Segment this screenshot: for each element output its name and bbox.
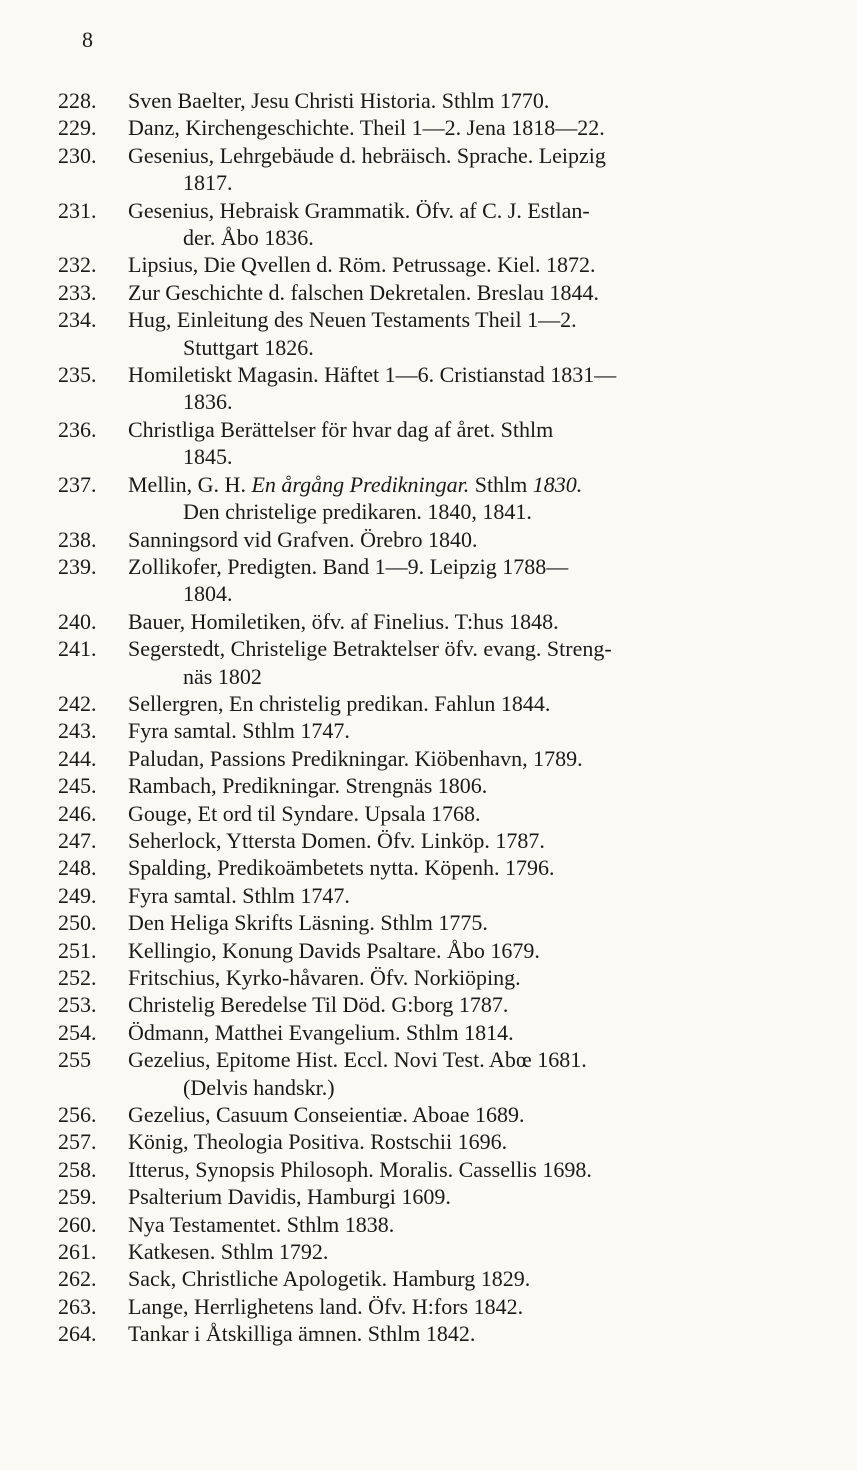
entry-text <box>128 964 798 991</box>
catalog-entry <box>58 772 798 799</box>
italic-title: 1830. <box>532 471 583 497</box>
entry-number: 243. <box>58 718 97 744</box>
entry-line: Rambach, Predikningar. Strengnäs 1806. <box>128 773 488 799</box>
catalog-entry <box>58 87 798 114</box>
catalog-entry <box>58 526 798 553</box>
entry-number: 241. <box>58 636 97 662</box>
entry-number: 257. <box>58 1129 97 1155</box>
entry-text <box>128 1211 798 1238</box>
catalog-entry <box>58 937 798 964</box>
catalog-entry <box>58 1128 798 1155</box>
entry-text <box>128 142 798 197</box>
entry-number: 236. <box>58 416 97 442</box>
entry-continuation-line: der. Åbo 1836. <box>183 225 314 251</box>
catalog-entry <box>58 608 798 635</box>
entry-number: 232. <box>58 252 97 278</box>
entry-number: 252. <box>58 965 97 990</box>
entry-number: 240. <box>58 608 97 634</box>
entry-text <box>128 1183 798 1210</box>
catalog-entry <box>58 909 798 936</box>
entry-continuation-line: Den christelige predikaren. 1840, 1841. <box>183 499 532 525</box>
italic-title: En årgång Predikningar. <box>251 471 470 497</box>
entry-number: 229. <box>58 115 97 141</box>
entry-line: Segerstedt, Christelige Betraktelser öfv. evang. Streng- <box>128 636 612 662</box>
entry-line: Gouge, Et ord til Syndare. Upsala 1768. <box>128 800 481 826</box>
entry-line: Danz, Kirchengeschichte. Theil 1—2. Jena 1818—22. <box>128 115 605 141</box>
entry-text <box>128 991 798 1018</box>
entry-line: Sanningsord vid Grafven. Örebro 1840. <box>128 526 478 552</box>
catalog-entry <box>58 251 798 278</box>
entry-number: 260. <box>58 1211 97 1237</box>
entry-text <box>128 1265 798 1292</box>
entry-number: 242. <box>58 690 97 716</box>
catalog-entry <box>58 745 798 772</box>
entry-number: 263. <box>58 1293 97 1319</box>
catalog-entry <box>58 142 798 197</box>
entry-number: 255 <box>58 1047 91 1073</box>
catalog-entry <box>58 827 798 854</box>
entry-text <box>128 306 798 361</box>
entry-text <box>128 87 798 114</box>
catalog-entry <box>58 1211 798 1238</box>
entry-number: 230. <box>58 142 97 168</box>
entry-text <box>128 717 798 744</box>
catalog-entry <box>58 1019 798 1046</box>
entry-number: 228. <box>58 88 97 113</box>
catalog-entry <box>58 1046 798 1101</box>
entry-number: 245. <box>58 773 97 799</box>
entry-continuation-line: näs 1802 <box>183 663 262 689</box>
entry-text <box>128 1156 798 1183</box>
entry-continuation-line: 1804. <box>183 581 233 607</box>
catalog-entry <box>58 854 798 881</box>
entry-text <box>128 690 798 717</box>
entry-line: Sellergren, En christelig predikan. Fahlun 1844. <box>128 690 551 716</box>
entry-text <box>128 197 798 252</box>
entry-line: Fyra samtal. Sthlm 1747. <box>128 882 350 908</box>
catalog-entry <box>58 361 798 416</box>
entry-line: Katkesen. Sthlm 1792. <box>128 1239 329 1265</box>
entry-line: Lipsius, Die Qvellen d. Röm. Petrussage. Kiel. 1872. <box>128 252 596 278</box>
entry-line: Christliga Berättelser för hvar dag af året. Sthlm <box>128 416 554 442</box>
entry-number: 246. <box>58 800 97 826</box>
entry-number: 244. <box>58 745 97 771</box>
entry-line: Gezelius, Epitome Hist. Eccl. Novi Test. Abœ 1681. <box>128 1047 587 1073</box>
entry-line: Kellingio, Konung Davids Psaltare. Åbo 1679. <box>128 937 540 963</box>
entry-line: Spalding, Predikoämbetets nytta. Köpenh. 1796. <box>128 855 555 881</box>
catalog-entry <box>58 1156 798 1183</box>
entry-line: Christelig Beredelse Til Död. G:borg 1787. <box>128 992 509 1018</box>
entry-number: 235. <box>58 362 97 388</box>
entry-continuation-line: Stuttgart 1826. <box>183 334 314 360</box>
entry-text <box>128 114 798 141</box>
entry-line: Gesenius, Lehrgebäude d. hebräisch. Sprache. Leipzig <box>128 142 606 168</box>
entry-line: Seherlock, Yttersta Domen. Öfv. Linköp. 1787. <box>128 827 545 853</box>
entry-line: König, Theologia Positiva. Rostschii 1696. <box>128 1129 508 1155</box>
entry-number: 237. <box>58 471 97 497</box>
entry-line: Nya Testamentet. Sthlm 1838. <box>128 1211 395 1237</box>
entry-text <box>128 251 798 278</box>
entry-line: Ödmann, Matthei Evangelium. Sthlm 1814. <box>128 1019 514 1045</box>
entry-line: Sack, Christliche Apologetik. Hamburg 1829. <box>128 1266 531 1292</box>
entry-text <box>128 279 798 306</box>
entry-text <box>128 937 798 964</box>
entry-text <box>128 1019 798 1046</box>
entry-number: 254. <box>58 1019 97 1045</box>
entry-number: 249. <box>58 882 97 908</box>
catalog-entry <box>58 1238 798 1265</box>
entry-line: Zur Geschichte d. falschen Dekretalen. Breslau 1844. <box>128 279 599 305</box>
entry-number: 234. <box>58 307 97 333</box>
entry-number: 251. <box>58 937 97 963</box>
page-number: 8 <box>82 27 93 52</box>
entry-continuation-line: 1817. <box>183 170 233 196</box>
entry-text <box>128 1320 798 1347</box>
entry-line: Den Heliga Skrifts Läsning. Sthlm 1775. <box>128 910 488 936</box>
catalog-entry <box>58 306 798 361</box>
entry-line: Gesenius, Hebraisk Grammatik. Öfv. af C. J. Estlan- <box>128 197 590 223</box>
catalog-entry <box>58 1293 798 1320</box>
entry-line: Fyra samtal. Sthlm 1747. <box>128 718 350 744</box>
entry-number: 238. <box>58 526 97 552</box>
entry-number: 262. <box>58 1266 97 1292</box>
entry-text <box>128 745 798 772</box>
entry-number: 250. <box>58 910 97 936</box>
entry-text <box>128 827 798 854</box>
entry-line: Sven Baelter, Jesu Christi Historia. Sthlm 1770. <box>128 88 550 113</box>
entry-text <box>128 882 798 909</box>
entry-line: Fritschius, Kyrko-håvaren. Öfv. Norkiöping. <box>128 965 521 990</box>
entry-line: Tankar i Åtskilliga ämnen. Sthlm 1842. <box>128 1321 476 1347</box>
catalog-entry <box>58 279 798 306</box>
entry-number: 253. <box>58 992 97 1018</box>
entry-text <box>128 471 798 526</box>
entry-number: 261. <box>58 1239 97 1265</box>
catalog-entry <box>58 1320 798 1347</box>
entry-text <box>128 361 798 416</box>
entry-text <box>128 909 798 936</box>
catalog-entry <box>58 717 798 744</box>
entry-text <box>128 1046 798 1101</box>
entry-line: Bauer, Homiletiken, öfv. af Finelius. T:hus 1848. <box>128 608 559 634</box>
entry-continuation-line: 1836. <box>183 389 233 415</box>
entry-continuation-line: 1845. <box>183 444 233 470</box>
entry-number: 239. <box>58 553 97 579</box>
entry-text <box>128 1128 798 1155</box>
entry-number: 233. <box>58 279 97 305</box>
catalog-entry <box>58 553 798 608</box>
entry-number: 259. <box>58 1184 97 1210</box>
entry-line: Paludan, Passions Predikningar. Kiöbenhavn, 1789. <box>128 745 583 771</box>
catalog-entry <box>58 1183 798 1210</box>
entry-text <box>128 1293 798 1320</box>
entry-line: Itterus, Synopsis Philosoph. Moralis. Cassellis 1698. <box>128 1156 592 1182</box>
entry-number: 248. <box>58 855 97 881</box>
entry-number: 247. <box>58 827 97 853</box>
entry-text <box>128 1238 798 1265</box>
entry-line: Lange, Herrlighetens land. Öfv. H:fors 1842. <box>128 1293 524 1319</box>
entry-text <box>128 526 798 553</box>
entry-text <box>128 854 798 881</box>
entry-text <box>128 1101 798 1128</box>
catalog-entry <box>58 1265 798 1292</box>
catalog-entry <box>58 114 798 141</box>
entry-text <box>128 635 798 690</box>
catalog-list <box>58 87 798 1348</box>
entry-number: 256. <box>58 1102 97 1128</box>
entry-line: Hug, Einleitung des Neuen Testaments Theil 1—2. <box>128 307 577 333</box>
entry-text <box>128 553 798 608</box>
catalog-entry <box>58 635 798 690</box>
catalog-entry <box>58 471 798 526</box>
catalog-entry <box>58 197 798 252</box>
catalog-entry <box>58 964 798 991</box>
entry-line: Zollikofer, Predigten. Band 1—9. Leipzig 1788— <box>128 553 569 579</box>
catalog-entry <box>58 1101 798 1128</box>
catalog-entry <box>58 690 798 717</box>
entry-line: Gezelius, Casuum Conseientiæ. Aboae 1689. <box>128 1102 525 1128</box>
catalog-entry <box>58 800 798 827</box>
catalog-entry <box>58 991 798 1018</box>
entry-line: Homiletiskt Magasin. Häftet 1—6. Cristianstad 1831— <box>128 362 617 388</box>
entry-line: Mellin, G. H. En årgång Predikningar. Sthlm 1830. <box>128 471 583 497</box>
entry-number: 258. <box>58 1156 97 1182</box>
entry-text <box>128 416 798 471</box>
entry-text <box>128 800 798 827</box>
catalog-entry <box>58 416 798 471</box>
entry-number: 231. <box>58 197 97 223</box>
entry-text <box>128 608 798 635</box>
entry-text <box>128 772 798 799</box>
catalog-entry <box>58 882 798 909</box>
entry-continuation-line: (Delvis handskr.) <box>183 1074 335 1100</box>
entry-number: 264. <box>58 1321 97 1347</box>
entry-line: Psalterium Davidis, Hamburgi 1609. <box>128 1184 451 1210</box>
